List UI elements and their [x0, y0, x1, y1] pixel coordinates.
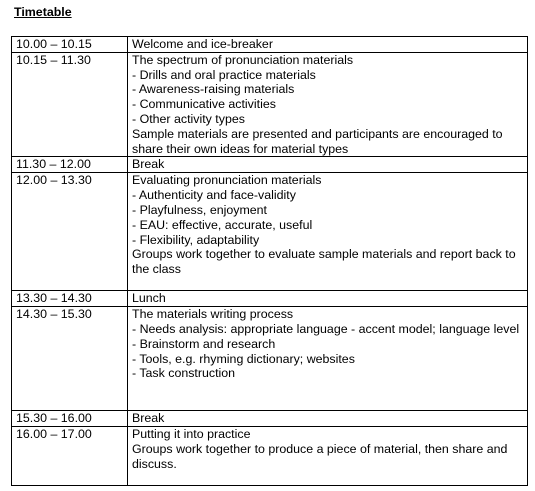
time-cell: 13.30 – 14.30	[12, 291, 128, 307]
activity-cell	[128, 426, 528, 485]
activity-line: - Needs analysis: appropriate language - accent model; language level	[132, 321, 520, 336]
activity-line: - Tools, e.g. rhyming dictionary; websites	[132, 351, 355, 366]
page-title: Timetable	[14, 5, 72, 19]
table-row	[12, 411, 528, 427]
activity-line: - Playfulness, enjoyment	[132, 202, 267, 217]
table-row	[12, 307, 528, 411]
time-cell: 15.30 – 16.00	[12, 411, 128, 427]
time-cell: 12.00 – 13.30	[12, 173, 128, 291]
time-cell: 11.30 – 12.00	[12, 157, 128, 173]
activity-cell	[128, 37, 528, 53]
activity-cell	[128, 411, 528, 427]
activity-line: Putting it into practice	[132, 426, 251, 441]
table-row	[12, 291, 528, 307]
activity-line: - Authenticity and face-validity	[132, 188, 296, 203]
activity-line: - Flexibility, adaptability	[132, 232, 260, 247]
activity-line: - Other activity types	[132, 111, 245, 126]
activity-line: Evaluating pronunciation materials	[132, 173, 322, 188]
activity-line: - Communicative activities	[132, 97, 276, 112]
activity-line: Break	[132, 411, 165, 426]
activity-line: - Task construction	[132, 366, 236, 381]
time-cell: 10.15 – 11.30	[12, 52, 128, 157]
activity-line: Welcome and ice-breaker	[132, 37, 273, 51]
table-row	[12, 173, 528, 291]
activity-cell	[128, 173, 528, 291]
activity-line: The materials writing process	[132, 307, 294, 322]
table-row	[12, 157, 528, 173]
time-cell: 14.30 – 15.30	[12, 307, 128, 411]
activity-cell	[128, 157, 528, 173]
activity-line: Lunch	[132, 291, 166, 306]
table-row	[12, 37, 528, 53]
table-row	[12, 52, 528, 157]
table-row	[12, 426, 528, 485]
time-cell: 16.00 – 17.00	[12, 426, 128, 485]
activity-line: - Awareness-raising materials	[132, 82, 295, 97]
activity-line: - Brainstorm and research	[132, 336, 276, 351]
activity-line: Groups work together to evaluate sample materials and report back to the class	[132, 247, 516, 277]
activity-line: Break	[132, 157, 165, 172]
activity-cell	[128, 307, 528, 411]
activity-line: - Drills and oral practice materials	[132, 67, 316, 82]
time-cell: 10.00 – 10.15	[12, 37, 128, 53]
activity-line: - EAU: effective, accurate, useful	[132, 217, 313, 232]
timetable	[11, 36, 528, 486]
activity-cell	[128, 52, 528, 157]
activity-cell	[128, 291, 528, 307]
activity-line: Sample materials are presented and participants are encouraged to share their own ideas for material types	[132, 126, 503, 156]
activity-line: Groups work together to produce a piece of material, then share and discuss.	[132, 441, 508, 471]
activity-line: The spectrum of pronunciation materials	[132, 52, 354, 67]
